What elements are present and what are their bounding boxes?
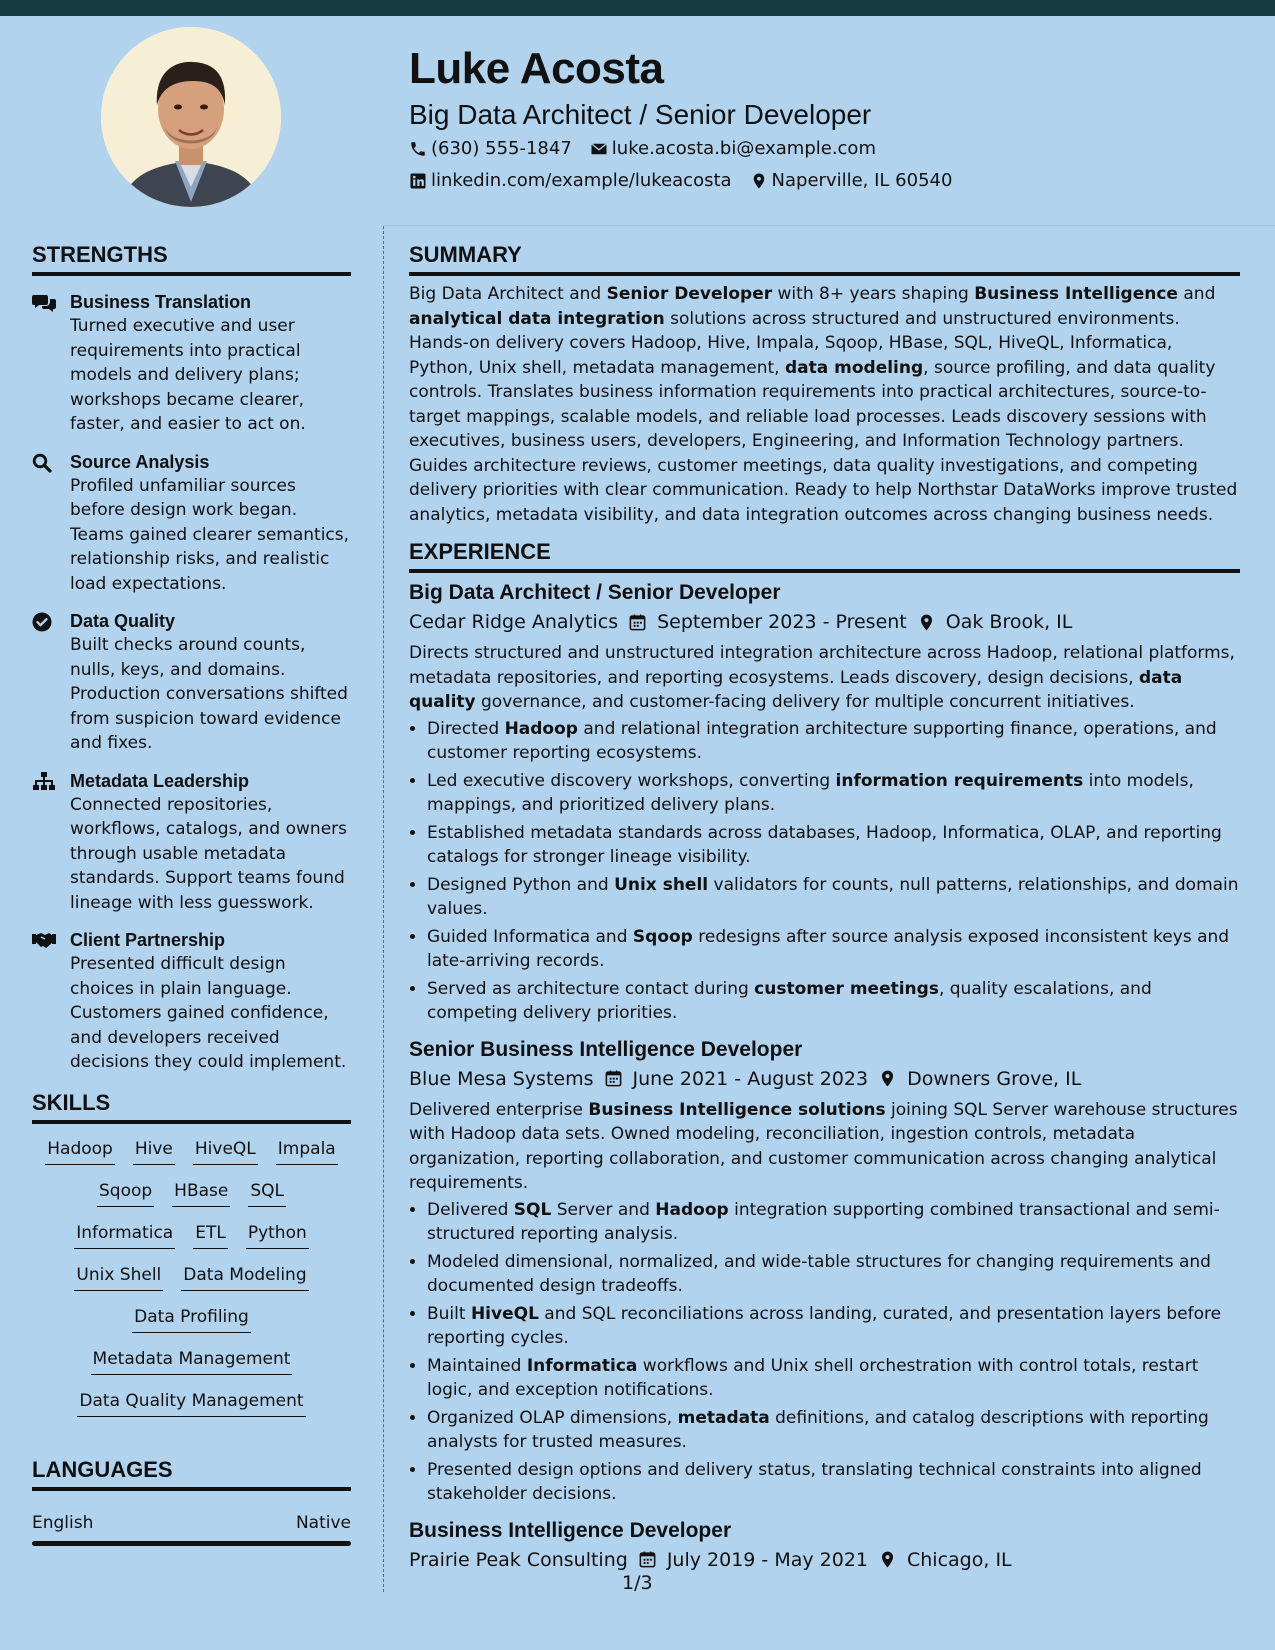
- candidate-title: Big Data Architect / Senior Developer: [409, 99, 872, 130]
- skill-tag: Metadata Management: [91, 1346, 293, 1375]
- bullet-item: [427, 1302, 1240, 1351]
- skill-tag: Data Profiling: [132, 1304, 251, 1333]
- location-contact: [750, 165, 953, 197]
- company-name: Prairie Peak Consulting: [409, 1548, 628, 1571]
- text-run: joining SQL Server warehouse structures with Hadoop data sets. Owned modeling, reconciliation, ingestion controls, metadata organization, reporting collaboration, and customer communication across changing analytical requirements.: [409, 1099, 1238, 1193]
- skill-tag: ETL: [193, 1220, 228, 1249]
- bullet-item: [427, 1406, 1240, 1455]
- text-run: Guided Informatica and: [427, 926, 633, 947]
- text-run: integration supporting combined transactional and semi-structured reporting analysis.: [427, 1199, 1220, 1244]
- emphasis-text: Sqoop: [632, 926, 693, 947]
- job-bullets: [409, 717, 1240, 1026]
- text-run: Server and: [551, 1199, 656, 1220]
- home-location: Naperville, IL 60540: [771, 170, 953, 191]
- job-description: [409, 1098, 1240, 1196]
- skills-heading: SKILLS: [32, 1088, 351, 1124]
- map-pin-icon: [750, 172, 768, 190]
- emphasis-text: customer meetings: [754, 978, 939, 999]
- strength-description: Presented difficult design choices in plain language. Customers gained confidence, and developers received decisions they could implement.: [70, 954, 347, 1072]
- sitemap-icon: [32, 769, 56, 916]
- experience-heading: EXPERIENCE: [409, 537, 1240, 573]
- skill-tag: HiveQL: [193, 1136, 258, 1165]
- text-run: Led executive discovery workshops, converting: [427, 770, 836, 791]
- email-contact[interactable]: [590, 133, 876, 165]
- search-icon: [32, 450, 56, 597]
- text-run: Presented design options and delivery status, translating technical constraints into aligned stakeholder decisions.: [427, 1459, 1202, 1504]
- strength-description: Connected repositories, workflows, catalogs, and owners through usable metadata standards. Support teams found lineage with less guesswork.: [70, 794, 348, 913]
- text-run: Served as architecture contact during: [427, 978, 755, 999]
- company-name: Cedar Ridge Analytics: [409, 611, 619, 633]
- text-run: Designed Python and: [427, 874, 615, 895]
- text-run: Built: [427, 1303, 471, 1324]
- skill-tag: Sqoop: [97, 1178, 154, 1207]
- strengths-heading: STRENGTHS: [32, 240, 351, 276]
- map-pin-icon: [878, 1069, 897, 1088]
- text-run: governance, and customer-facing delivery for multiple concurrent initiatives.: [475, 692, 1135, 712]
- job-description: [409, 641, 1240, 715]
- text-run: and SQL reconciliations across landing, curated, and presentation layers before reporting cycles.: [427, 1303, 1222, 1348]
- language-level: Native: [295, 1512, 351, 1533]
- contact-row-2: [409, 165, 1249, 197]
- text-run: and: [1177, 284, 1216, 304]
- phone-number: (630) 555-1847: [431, 138, 572, 159]
- strength-item: [32, 290, 351, 437]
- experience-list: [409, 579, 1240, 1575]
- text-run: Established metadata standards across databases, Hadoop, Informatica, OLAP, and reporting catalogs for stronger lineage visibility.: [427, 822, 1222, 867]
- bullet-item: [427, 977, 1240, 1026]
- check-circle-icon: [32, 609, 56, 756]
- calendar-icon: [628, 613, 647, 632]
- candidate-name: Luke Acosta: [409, 44, 664, 93]
- skill-tag: HBase: [172, 1178, 230, 1207]
- text-run: redesigns after source analysis exposed inconsistent keys and late-arriving records.: [427, 926, 1230, 971]
- summary-text: [409, 282, 1240, 527]
- calendar-icon: [604, 1069, 623, 1088]
- emphasis-text: Business Intelligence solutions: [588, 1099, 886, 1120]
- contact-row-1: [409, 133, 1249, 165]
- strength-item: [32, 450, 351, 597]
- job-meta: [409, 1064, 1240, 1094]
- strength-description: Profiled unfamiliar sources before design work began. Teams gained clearer semantics, relationship risks, and realistic load expectations.: [70, 475, 350, 594]
- emphasis-text: HiveQL: [470, 1303, 539, 1324]
- linkedin-icon: [409, 172, 427, 190]
- skill-tag: Impala: [276, 1136, 338, 1165]
- right-column: [409, 240, 1240, 1579]
- text-run: Directed: [427, 718, 505, 739]
- strength-title: Source Analysis: [70, 451, 210, 472]
- text-run: workflows and Unix shell orchestration with control totals, restart logic, and exception notifications.: [427, 1355, 1199, 1400]
- linkedin-url: linkedin.com/example/lukeacosta: [431, 170, 732, 191]
- text-run: Organized OLAP dimensions,: [427, 1407, 678, 1428]
- job-title: Senior Business Intelligence Developer: [409, 1037, 803, 1061]
- job-bullets: [409, 1198, 1240, 1507]
- experience-entry: [409, 1517, 1240, 1575]
- job-meta: [409, 1545, 1240, 1575]
- language-name: English: [32, 1512, 94, 1533]
- envelope-icon: [590, 140, 608, 158]
- text-run: , quality escalations, and competing delivery priorities.: [427, 978, 1152, 1023]
- text-run: Modeled dimensional, normalized, and wide-table structures for changing requirements and documented design tradeoffs.: [427, 1251, 1211, 1296]
- job-location: Downers Grove, IL: [907, 1067, 1082, 1090]
- emphasis-text: Unix shell: [614, 874, 709, 895]
- text-run: Maintained: [427, 1355, 527, 1376]
- experience-entry: [409, 579, 1240, 1026]
- job-title: Big Data Architect / Senior Developer: [409, 581, 781, 604]
- column-divider: [383, 226, 384, 1592]
- top-accent-bar: [0, 0, 1275, 16]
- skill-tag: Data Quality Management: [77, 1388, 305, 1417]
- resume-header: [409, 40, 1249, 197]
- emphasis-text: Business Intelligence: [974, 284, 1178, 304]
- strength-item: [32, 928, 351, 1075]
- languages-heading: LANGUAGES: [32, 1455, 351, 1491]
- experience-entry: [409, 1036, 1240, 1507]
- skill-tag: Informatica: [74, 1220, 175, 1249]
- emphasis-text: Hadoop: [504, 718, 578, 739]
- text-run: Big Data Architect and: [409, 284, 607, 304]
- page-number: 1/3: [622, 1572, 653, 1594]
- job-dates: July 2019 - May 2021: [666, 1548, 868, 1571]
- linkedin-contact[interactable]: [409, 165, 732, 197]
- emphasis-text: metadata: [677, 1407, 770, 1428]
- handshake-icon: [32, 928, 56, 1075]
- map-pin-icon: [917, 613, 936, 632]
- emphasis-text: data modeling: [784, 357, 924, 378]
- text-run: solutions across structured and unstructured environments. Hands-on delivery covers Hadoop, Hive, Impala, Sqoop, HBase, SQL, HiveQL, Informatica, Python, Unix shell, metadata management,: [409, 308, 1180, 378]
- text-run: Directs structured and unstructured integration architecture across Hadoop, relational platforms, metadata repositories, and reporting ecosystems. Leads discovery, design decisions,: [409, 643, 1235, 688]
- bullet-item: [427, 873, 1240, 922]
- bullet-item: [427, 1198, 1240, 1247]
- strength-title: Metadata Leadership: [70, 770, 250, 791]
- text-run: Delivered: [427, 1199, 514, 1220]
- bullet-item: [427, 821, 1240, 870]
- skill-tag: Hadoop: [45, 1136, 115, 1165]
- strength-title: Client Partnership: [70, 930, 226, 950]
- emphasis-text: data quality: [409, 667, 1183, 712]
- language-row: [32, 1511, 351, 1535]
- strength-description: Turned executive and user requirements into practical models and delivery plans; workshops became clearer, faster, and easier to act on.: [70, 316, 306, 434]
- bullet-item: [427, 1250, 1240, 1299]
- job-dates: June 2021 - August 2023: [632, 1067, 869, 1090]
- text-run: , source profiling, and data quality controls. Translates business information requirements into practical architectures, source-to-target mappings, scalable models, and reliable load processes. Leads discovery sessions with executives, business users, developers, Engineering, and Information Technology partners. Guides architecture reviews, customer meetings, data quality investigations, and competing delivery priorities with clear communication. Ready to help Northstar DataWorks improve trusted analytics, metadata visibility, and data integration outcomes across changing business needs.: [409, 357, 1238, 525]
- skill-tag: Python: [246, 1220, 309, 1249]
- phone-icon: [409, 140, 427, 158]
- emphasis-text: analytical data integration: [409, 308, 665, 329]
- language-proficiency-bar: [32, 1541, 351, 1546]
- job-location: Chicago, IL: [907, 1548, 1012, 1571]
- job-meta: [409, 607, 1240, 637]
- strength-title: Data Quality: [70, 611, 176, 631]
- company-name: Blue Mesa Systems: [409, 1067, 594, 1090]
- text-run: validators for counts, null patterns, relationships, and domain values.: [427, 874, 1239, 919]
- job-location: Oak Brook, IL: [945, 611, 1073, 633]
- strength-title: Business Translation: [70, 292, 252, 312]
- email-address: luke.acosta.bi@example.com: [611, 138, 876, 159]
- header-divider: [384, 225, 1275, 226]
- bullet-item: [427, 1458, 1240, 1507]
- bullet-item: [427, 925, 1240, 974]
- text-run: into models, mappings, and prioritized delivery plans.: [427, 770, 1194, 815]
- strengths-list: [32, 290, 351, 1075]
- job-dates: September 2023 - Present: [657, 611, 907, 633]
- bullet-item: [427, 769, 1240, 818]
- phone-contact[interactable]: [409, 133, 572, 165]
- emphasis-text: information requirements: [835, 770, 1084, 791]
- skills-list: [32, 1136, 351, 1417]
- strength-item: [32, 769, 351, 916]
- skill-tag: Hive: [133, 1136, 175, 1165]
- comments-icon: [32, 290, 56, 437]
- map-pin-icon: [878, 1550, 897, 1569]
- summary-heading: SUMMARY: [409, 240, 1240, 276]
- job-title: Business Intelligence Developer: [409, 1518, 732, 1542]
- bullet-item: [427, 1354, 1240, 1403]
- emphasis-text: Hadoop: [655, 1199, 729, 1220]
- text-run: Delivered enterprise: [409, 1099, 589, 1120]
- text-run: with 8+ years shaping: [772, 284, 975, 304]
- skill-tag: Unix Shell: [74, 1262, 163, 1291]
- text-run: and relational integration architecture supporting finance, operations, and customer reporting ecosystems.: [427, 718, 1217, 763]
- text-run: definitions, and catalog descriptions with reporting analysts for trusted measures.: [427, 1407, 1209, 1452]
- calendar-icon: [638, 1550, 657, 1569]
- strength-description: Built checks around counts, nulls, keys, and domains. Production conversations shifted from suspicion toward evidence and fixes.: [70, 635, 348, 753]
- skill-tag: Data Modeling: [181, 1262, 308, 1291]
- skill-tag: SQL: [248, 1178, 286, 1207]
- emphasis-text: Senior Developer: [606, 284, 773, 304]
- strength-item: [32, 609, 351, 756]
- emphasis-text: SQL: [513, 1199, 552, 1220]
- profile-photo: [101, 27, 281, 207]
- emphasis-text: Informatica: [526, 1355, 638, 1376]
- left-column: [32, 240, 351, 1546]
- bullet-item: [427, 717, 1240, 766]
